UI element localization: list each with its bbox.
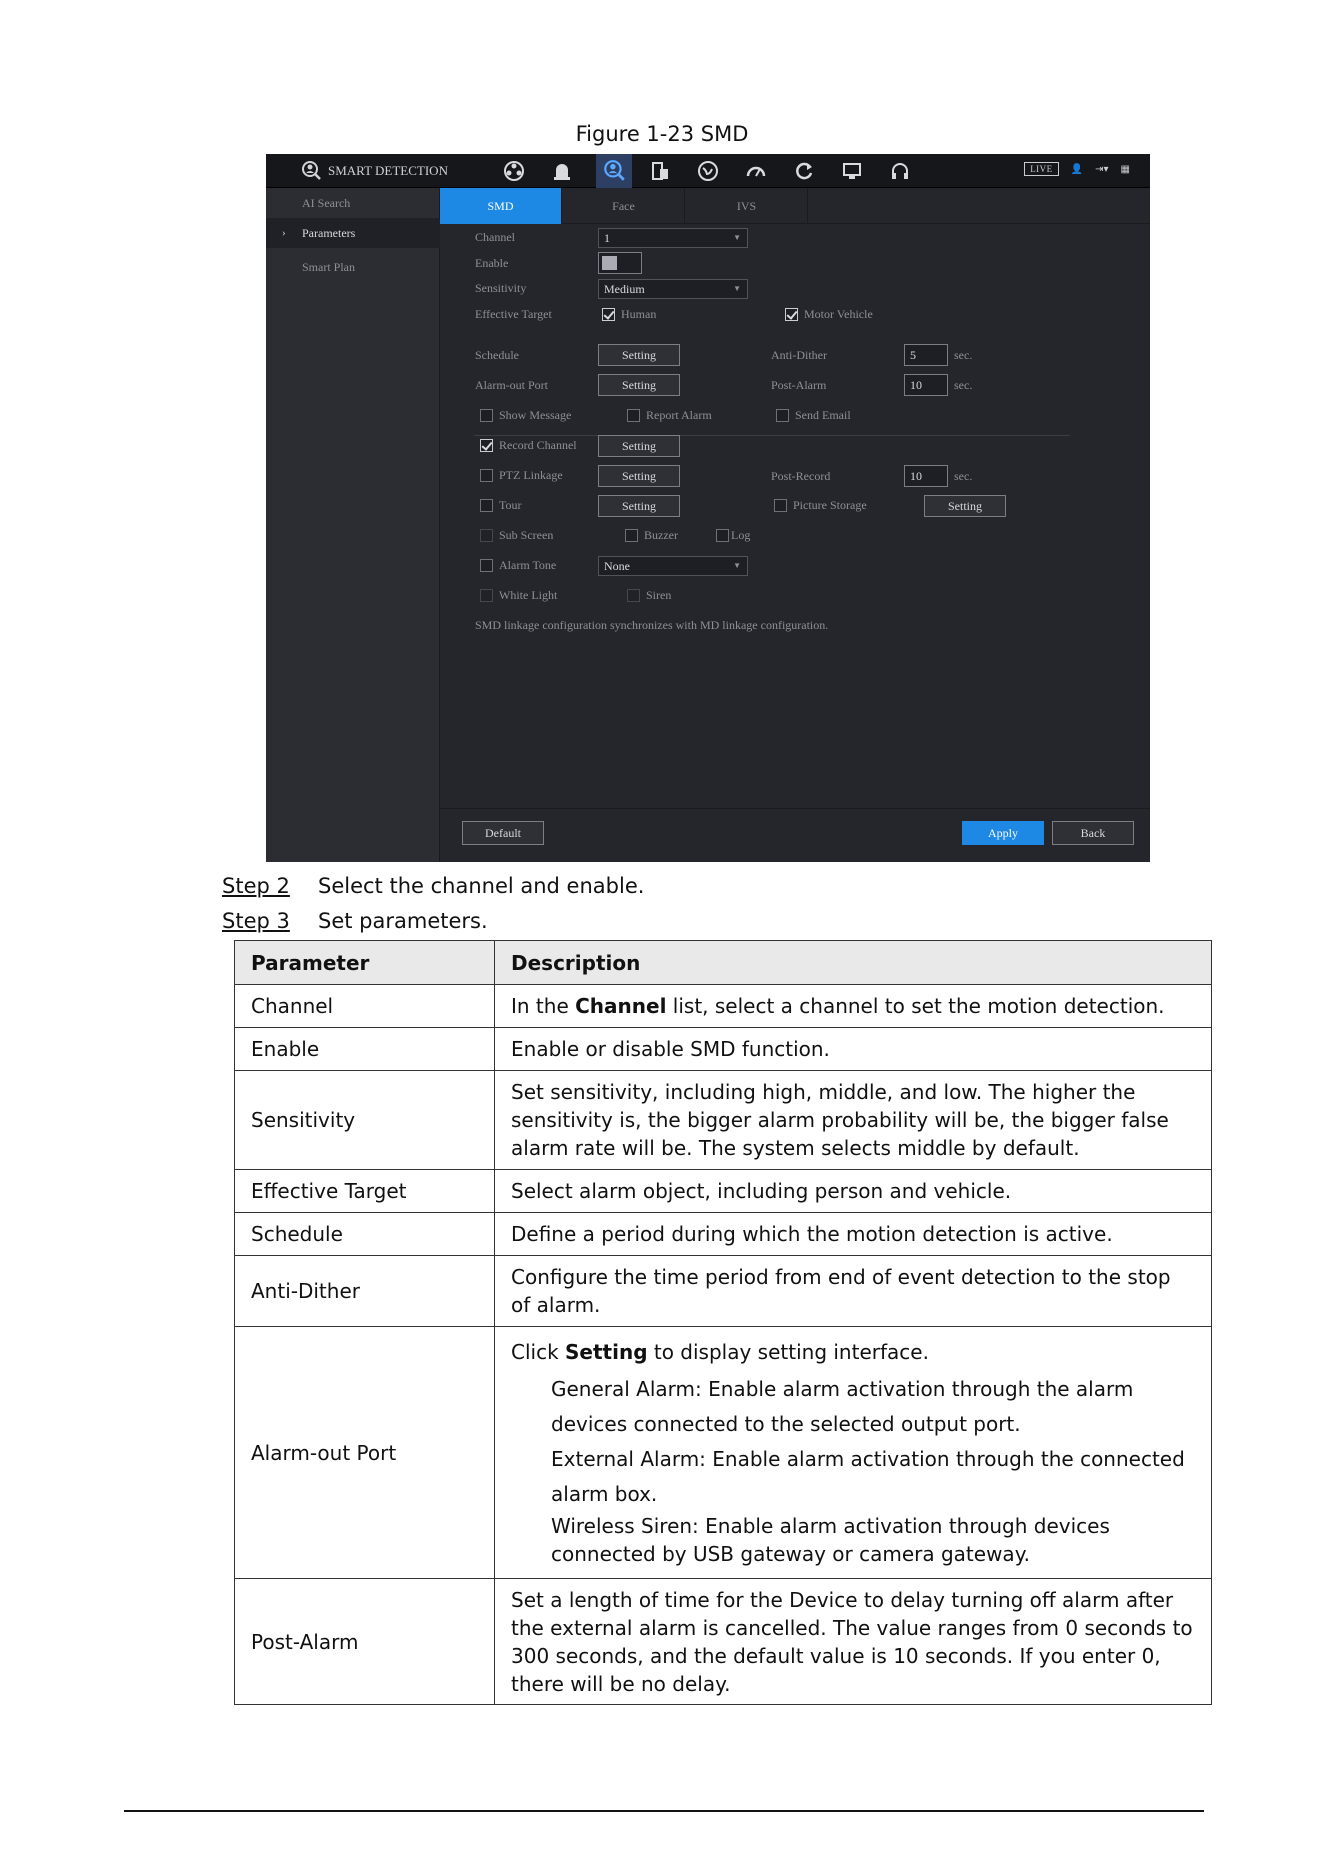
picture-storage-label: Picture Storage (793, 498, 867, 512)
parameter-description: Set a length of time for the Device to delay turning off alarm after the external alarm is cancelled. The value ranges from 0 seconds to 300 seconds, and the default value is 10 seconds. If you enter 0, there will be no delay. (495, 1579, 1212, 1705)
sub-screen-label: Sub Screen (499, 528, 554, 542)
table-row (235, 1579, 1212, 1705)
table-row (235, 1327, 1212, 1579)
figure-title: Figure 1-23 SMD (575, 122, 749, 146)
tour-checkbox[interactable] (480, 499, 493, 512)
tour-setting-button[interactable]: Setting (598, 495, 680, 517)
schedule-label: Schedule (475, 348, 519, 362)
desc-text: to display setting interface. (647, 1339, 929, 1364)
schedule-setting-button[interactable]: Setting (598, 344, 680, 366)
log-checkbox[interactable] (716, 529, 729, 542)
table-row (235, 985, 1212, 1028)
motor-vehicle-checkbox[interactable] (785, 308, 798, 321)
siren-label: Siren (646, 588, 672, 602)
table-row (235, 1071, 1212, 1170)
smd-form (440, 224, 1150, 808)
parameter-name: Channel (235, 985, 495, 1028)
alarm-out-port-label: Alarm-out Port (475, 378, 548, 392)
channel-select[interactable] (598, 228, 748, 248)
table-header-row (235, 941, 1212, 985)
column-header: Description (495, 941, 1212, 985)
top-bar (266, 154, 1150, 188)
smd-screenshot (266, 154, 1150, 862)
live-button[interactable]: LIVE (1024, 162, 1059, 176)
smart-detection-icon (300, 160, 322, 182)
ptz-linkage-checkbox[interactable] (480, 469, 493, 482)
performance-icon[interactable] (742, 158, 770, 184)
logout-icon[interactable]: ⇥▾ (1095, 163, 1109, 175)
desc-text: Click (511, 1339, 566, 1364)
show-message-checkbox[interactable] (480, 409, 493, 422)
picture-storage-setting-button[interactable]: Setting (924, 495, 1006, 517)
display-icon[interactable] (838, 158, 866, 184)
alarm-bell-icon[interactable] (548, 158, 576, 184)
apply-button[interactable]: Apply (962, 821, 1044, 845)
tab-ivs[interactable]: IVS (686, 188, 808, 224)
section-divider (474, 435, 1070, 436)
list-item: External Alarm: Enable alarm activation through the connected alarm box. (551, 1446, 1185, 1506)
sensitivity-label: Sensitivity (475, 281, 527, 295)
parameter-name: Sensitivity (235, 1071, 495, 1170)
module-title (300, 160, 448, 182)
white-light-label: White Light (499, 588, 558, 602)
linkage-note: SMD linkage configuration synchronizes with MD linkage configuration. (475, 618, 829, 632)
enable-label: Enable (475, 256, 509, 270)
column-header: Parameter (235, 941, 495, 985)
send-email-label: Send Email (795, 408, 851, 422)
chevron-right-icon: › (282, 227, 286, 239)
report-alarm-label: Report Alarm (646, 408, 712, 422)
tab-face[interactable]: Face (563, 188, 685, 224)
sidebar (266, 188, 440, 862)
ptz-setting-button[interactable]: Setting (598, 465, 680, 487)
list-item: Wireless Siren: Enable alarm activation through devices connected by USB gateway or camera gateway. (551, 1513, 1110, 1566)
sidebar-item-smart-plan[interactable] (266, 252, 440, 282)
step-text: Select the channel and enable. (318, 874, 645, 898)
sidebar-item-parameters[interactable] (266, 218, 440, 248)
parameter-name: Anti-Dither (235, 1256, 495, 1327)
send-email-checkbox[interactable] (776, 409, 789, 422)
desc-text: list, select a channel to set the motion detection. (666, 994, 1165, 1018)
record-channel-setting-button[interactable]: Setting (598, 435, 680, 457)
alarm-out-setting-button[interactable]: Setting (598, 374, 680, 396)
desc-intro (511, 1338, 1195, 1366)
sec-unit: sec. (954, 348, 973, 362)
parameter-description (495, 985, 1212, 1028)
anti-dither-label: Anti-Dither (771, 348, 827, 362)
parameter-name: Schedule (235, 1213, 495, 1256)
sec-unit: sec. (954, 378, 973, 392)
channel-value: 1 (604, 231, 610, 245)
record-channel-checkbox[interactable] (480, 439, 493, 452)
desc-bold: Channel (575, 994, 667, 1018)
desc-bold: Setting (565, 1339, 648, 1364)
parameter-description: Select alarm object, including person and vehicle. (495, 1170, 1212, 1213)
table-row (235, 1213, 1212, 1256)
human-checkbox[interactable] (602, 308, 615, 321)
picture-storage-checkbox[interactable] (774, 499, 787, 512)
network-icon[interactable] (694, 158, 722, 184)
tour-label: Tour (499, 498, 522, 512)
module-title-text: SMART DETECTION (328, 163, 448, 178)
buzzer-checkbox[interactable] (625, 529, 638, 542)
anti-dither-input[interactable]: 5 (904, 344, 948, 366)
parameter-description: Define a period during which the motion detection is active. (495, 1213, 1212, 1256)
record-channel-label: Record Channel (499, 438, 577, 452)
parameter-table (234, 940, 1212, 1705)
motor-vehicle-label: Motor Vehicle (804, 307, 873, 321)
post-alarm-input[interactable]: 10 (904, 374, 948, 396)
footer-rule (124, 1810, 1204, 1812)
show-message-label: Show Message (499, 408, 572, 422)
chevron-down-icon: ▼ (733, 233, 741, 242)
post-record-input[interactable]: 10 (904, 465, 948, 487)
sidebar-item-label: Smart Plan (302, 260, 355, 274)
refresh-icon[interactable] (790, 158, 818, 184)
chevron-down-icon: ▼ (733, 284, 741, 293)
menu-grid-icon[interactable]: ▦ (1120, 163, 1130, 175)
sensitivity-value: Medium (604, 282, 645, 296)
white-light-checkbox[interactable] (480, 589, 493, 602)
post-record-label: Post-Record (771, 469, 831, 483)
parameter-description: Enable or disable SMD function. (495, 1028, 1212, 1071)
buzzer-label: Buzzer (644, 528, 678, 542)
chevron-down-icon: ▼ (733, 561, 741, 570)
sidebar-item-label: Parameters (302, 226, 356, 240)
toggle-knob (602, 256, 617, 270)
tab-bar (440, 188, 1150, 224)
sidebar-item-label: AI Search (302, 196, 351, 210)
parameter-name: Post-Alarm (235, 1579, 495, 1705)
back-button[interactable]: Back (1052, 821, 1134, 845)
smart-detection-tab-icon[interactable] (596, 154, 632, 188)
table-row (235, 1028, 1212, 1071)
parameter-description: Configure the time period from end of event detection to the stop of alarm. (495, 1256, 1212, 1327)
log-label: Log (731, 528, 751, 542)
parameter-description: Set sensitivity, including high, middle, and low. The higher the sensitivity is, the bigger alarm probability will be, the bigger false alarm rate will be. The system selects middle by default. (495, 1071, 1212, 1170)
step-label: Step 2 (222, 874, 290, 898)
sub-screen-checkbox[interactable] (480, 529, 493, 542)
siren-checkbox[interactable] (627, 589, 640, 602)
alarm-tone-select[interactable] (598, 556, 748, 576)
bottom-bar (440, 808, 1150, 862)
camera-icon[interactable] (500, 158, 528, 184)
desc-text: In the (511, 994, 576, 1018)
top-right-controls (1024, 162, 1130, 176)
post-alarm-label: Post-Alarm (771, 378, 827, 392)
sidebar-item-ai-search[interactable] (266, 188, 440, 218)
step-label: Step 3 (222, 909, 290, 933)
parameter-name: Enable (235, 1028, 495, 1071)
enable-toggle[interactable] (598, 252, 642, 274)
storage-icon[interactable] (646, 158, 674, 184)
parameter-name: Alarm-out Port (235, 1327, 495, 1579)
sensitivity-select[interactable] (598, 279, 748, 299)
sec-unit: sec. (954, 469, 973, 483)
tab-smd[interactable]: SMD (440, 188, 562, 224)
alarm-tone-checkbox[interactable] (480, 559, 493, 572)
step-text: Set parameters. (318, 909, 488, 933)
ptz-linkage-label: PTZ Linkage (499, 468, 563, 482)
parameter-name: Effective Target (235, 1170, 495, 1213)
report-alarm-checkbox[interactable] (627, 409, 640, 422)
effective-target-label: Effective Target (475, 307, 552, 321)
table-row (235, 1170, 1212, 1213)
parameter-description (495, 1327, 1212, 1579)
list-item: General Alarm: Enable alarm activation through the alarm devices connected to the selected output port. (551, 1376, 1134, 1436)
channel-label: Channel (475, 230, 515, 244)
user-icon[interactable]: 👤 (1070, 163, 1084, 175)
default-button[interactable]: Default (462, 821, 544, 845)
table-row (235, 1256, 1212, 1327)
alarm-tone-label: Alarm Tone (499, 558, 557, 572)
human-label: Human (621, 307, 657, 321)
headset-icon[interactable] (886, 158, 914, 184)
alarm-tone-value: None (604, 559, 630, 573)
